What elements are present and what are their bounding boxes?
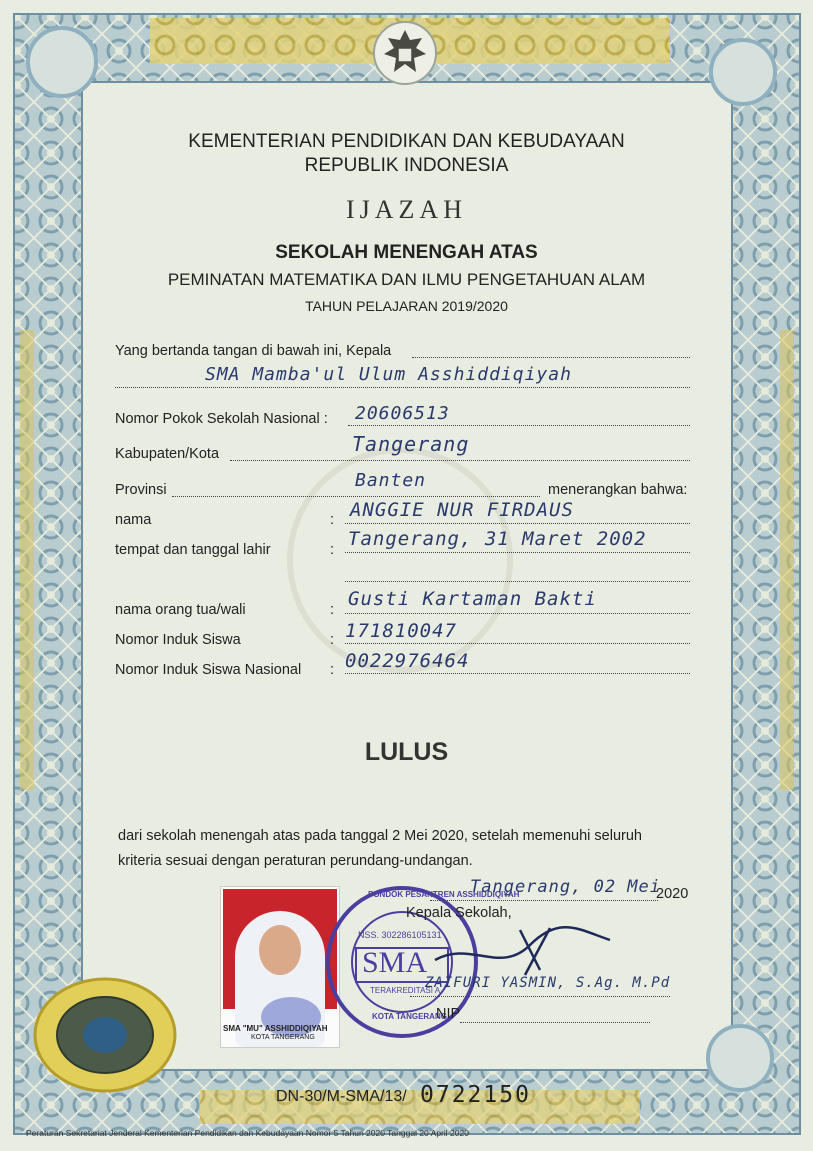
academic-year: TAHUN PELAJARAN 2019/2020 [305,298,508,314]
school-name-dots [115,387,690,388]
city-value: Tangerang [352,432,470,456]
name-label: nama [115,512,152,528]
province-label: Provinsi [115,482,167,498]
principal-name: ZAIFURI YASMIN, S.Ag. M.Pd [425,975,671,991]
sign-year: 2020 [656,886,689,902]
stamp-nss: NSS. 302286105131 [358,930,442,940]
birth-dots [345,552,690,553]
province-dots [172,496,540,497]
photo-caption-line-1: SMA "MU" ASSHIDDIQIYAH [223,1024,328,1033]
name-colon: : [330,512,335,528]
school-name-value: SMA Mamba'ul Ulum Asshiddiqiyah [205,364,572,385]
npsn-label: Nomor Pokok Sekolah Nasional : [115,411,328,427]
nis-dots [345,643,690,644]
nisn-colon: : [330,662,335,678]
stamp-outer-text: PONDOK PESANTREN ASSHIDDIQIYAH [368,890,520,899]
name-dots [345,523,690,524]
place-date-dots [430,900,658,901]
statement-line-1: dari sekolah menengah atas pada tanggal 2 Mei 2020, setelah memenuhi seluruh [118,828,642,844]
declares-label: menerangkan bahwa: [548,482,688,498]
parent-label: nama orang tua/wali [115,602,246,618]
garuda-emblem-icon [372,20,438,86]
nis-colon: : [330,632,335,648]
stamp-bottom: KOTA TANGERANG [372,1012,447,1021]
nisn-value: 0022976464 [345,650,470,672]
birth-dots-2 [345,581,690,582]
ministry-name: KEMENTERIAN PENDIDIKAN DAN KEBUDAYAAN [188,131,625,152]
npsn-dots [348,425,690,426]
republic-name: REPUBLIK INDONESIA [304,155,509,176]
sign-role: Kepala Sekolah, [406,905,512,921]
stamp-sub: TERAKREDITASI A [370,986,441,995]
photo-caption-line-2: KOTA TANGERANG [251,1034,315,1041]
nis-label: Nomor Induk Siswa [115,632,241,648]
stamp-center: SMA [362,946,428,979]
statement-line-2: kriteria sesuai dengan peraturan perundang-undangan. [118,853,473,869]
birth-colon: : [330,542,335,558]
signature-scribble [430,920,630,980]
city-dots [230,460,690,461]
school-level: SEKOLAH MENENGAH ATAS [275,242,538,263]
province-value: Banten [355,470,427,491]
nisn-label: Nomor Induk Siswa Nasional [115,662,302,678]
parent-value: Gusti Kartaman Bakti [348,588,597,610]
birth-label: tempat dan tanggal lahir [115,542,271,558]
serial-number: 0722150 [420,1082,531,1108]
nip-label: NIP [436,1006,461,1022]
result-status: LULUS [364,738,449,766]
parent-colon: : [330,602,335,618]
student-name-value: ANGGIE NUR FIRDAUS [350,499,574,521]
nisn-dots [345,673,690,674]
birth-value: Tangerang, 31 Maret 2002 [348,528,647,550]
parent-dots [345,613,690,614]
nis-value: 171810047 [345,620,457,642]
place-date-value: Tangerang, 02 Mei [470,877,661,897]
intro-label: Yang bertanda tangan di bawah ini, Kepala [115,343,392,359]
ministry-seal-icon [30,975,180,1095]
city-label: Kabupaten/Kota [115,446,220,462]
document-title: IJAZAH [346,195,467,224]
nip-dots [460,1022,650,1023]
serial-prefix: DN-30/M-SMA/13/ [276,1088,407,1105]
specialization: PEMINATAN MATEMATIKA DAN ILMU PENGETAHUAN ALAM [167,270,646,289]
footer-regulation-note: Peraturan Sekretariat Jenderal Kementerian Pendidikan dan Kebudayaan Nomor 5 Tahun 2020 Tanggal 20 April 2020 [26,1128,469,1138]
npsn-value: 20606513 [355,403,450,424]
sign-name-dots [410,996,670,997]
intro-dots [412,357,690,358]
